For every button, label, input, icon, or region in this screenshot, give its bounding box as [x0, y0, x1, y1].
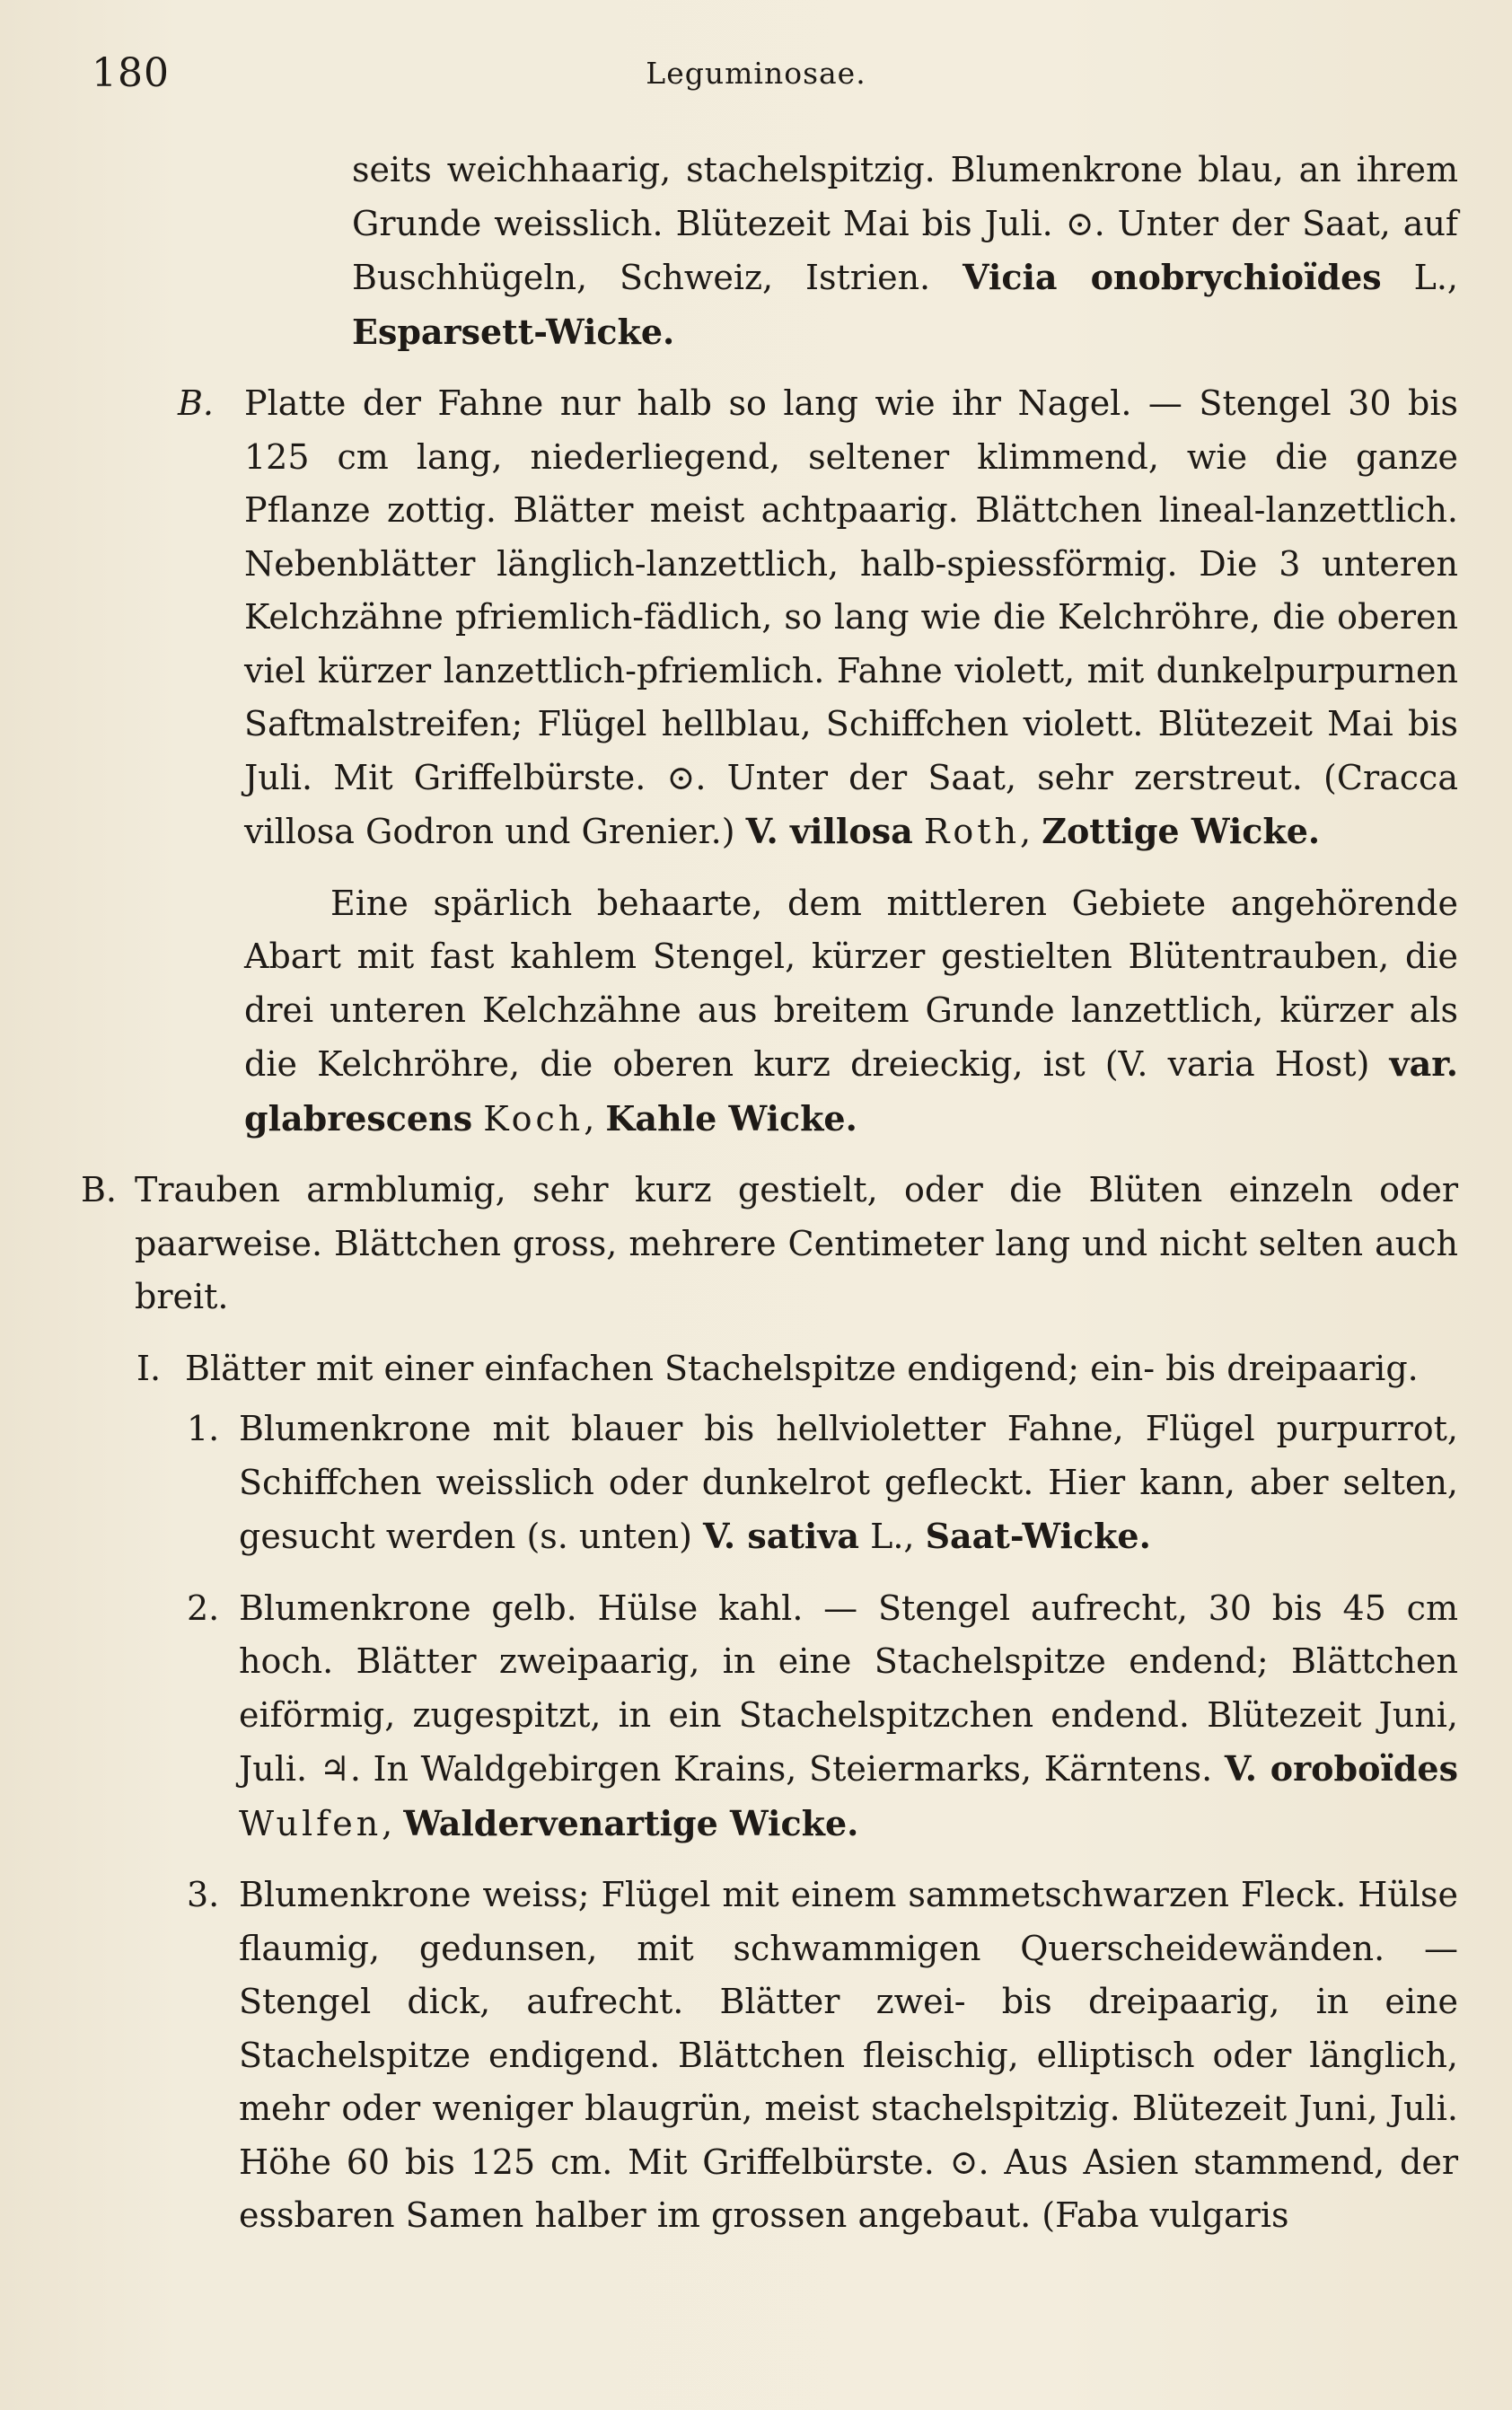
author-name: Koch: [483, 1098, 585, 1139]
common-name: Saat-Wicke.: [925, 1516, 1151, 1556]
common-name: Esparsett-Wicke.: [352, 311, 675, 352]
species-name: Vicia onobrychioïdes: [963, 257, 1382, 297]
page-body: [0, 144, 1512, 2243]
species-name: V. sativa: [703, 1516, 860, 1556]
common-name: Kahle Wicke.: [605, 1097, 857, 1139]
author-name: Roth: [923, 812, 1021, 851]
key-label: 3.: [187, 1875, 220, 1914]
key-label: B.: [81, 1170, 118, 1209]
species-name: V. villosa: [745, 811, 913, 851]
common-name: Waldervenartige Wicke.: [403, 1802, 859, 1843]
paragraph-villosa: B. Platte der Fahne nur halb so lang wie ihr Nagel. — Stengel 30 bis 125 cm lang, niederliegend, seltener klimmend, wie die ganze Pflanze zottig. Blätter meist achtpaarig. Blättchen lineal-lanzettlich. Nebenblätter länglich-lanzettlich, halb-spiessförmig. Die 3 unteren Kelchzähne pfriemlich-fädlich, so lang wie die Kelchröhre, die oberen viel kürzer lanzettlich-pfriemlich. Fahne violett, mit dunkelpurpurnen Saftmalstreifen; Flügel hellblau, Schiffchen violett. Blütezeit Mai bis Juli. Mit Griffelbürste. ⊙. Unter der Saat, sehr zerstreut. (Cracca villosa Godron und Grenier.) V. villosa Roth, Zottige Wicke.: [244, 377, 1458, 859]
common-name: Zottige Wicke.: [1042, 811, 1321, 851]
running-header: [86, 50, 1426, 104]
page-number: 180: [92, 50, 170, 96]
paragraph-faba: 3. Blumenkrone weiss; Flügel mit einem sammetschwarzen Fleck. Hülse flaumig, gedunsen, mit schwammigen Querscheidewänden. — Stengel dick, aufrecht. Blätter zwei- bis dreipaarig, in eine Stachelspitze endigend. Blättchen fleischig, elliptisch oder länglich, mehr oder weniger blaugrün, meist stachelspitzig. Blütezeit Juni, Juli. Höhe 60 bis 125 cm. Mit Griffelbürste. ⊙. Aus Asien stammend, der essbaren Samen halber im grossen angebaut. (Faba vulgaris: [239, 1869, 1458, 2243]
variety-name: var. glabrescens: [244, 1043, 1458, 1139]
species-name: V. oroboïdes: [1224, 1748, 1458, 1789]
key-label: I.: [136, 1348, 162, 1388]
paragraph-key-b: B. Trauben armblumig, sehr kurz gestielt, oder die Blüten einzeln oder paarweise. Blättchen gross, mehrere Centimeter lang und nicht selten auch breit.: [135, 1164, 1458, 1324]
paragraph-onobrychioides: seits weichhaarig, stachelspitzig. Blumenkrone blau, an ihrem Grunde weisslich. Blütezeit Mai bis Juli. ⊙. Unter der Saat, auf Buschhügeln, Schweiz, Istrien. Vicia onobrychioïdes L., Esparsett-Wicke.: [352, 150, 1458, 352]
paragraph-key-i: I. Blätter mit einer einfachen Stachelspitze endigend; ein- bis dreipaarig.: [185, 1342, 1458, 1396]
key-label: 1.: [187, 1409, 220, 1448]
key-label: 2.: [187, 1588, 220, 1628]
author-name: Wulfen: [239, 1803, 382, 1843]
paragraph-oroboides: 2. Blumenkrone gelb. Hülse kahl. — Stengel aufrecht, 30 bis 45 cm hoch. Blätter zweipaarig, in eine Stachelspitze endend; Blättchen eiförmig, zugespitzt, in ein Stachelspitzchen endend. Blütezeit Juni, Juli. ♃. In Waldgebirgen Krains, Steiermarks, Kärntens. V. oroboïdes Wulfen, Waldervenartige Wicke.: [239, 1582, 1458, 1851]
paragraph-sativa: 1. Blumenkrone mit blauer bis hellvioletter Fahne, Flügel purpurrot, Schiffchen weisslich oder dunkelrot gefleckt. Hier kann, aber selten, gesucht werden (s. unten) V. sativa L., Saat-Wicke.: [239, 1403, 1458, 1564]
paragraph-glabrescens: Eine spärlich behaarte, dem mittleren Gebiete angehörende Abart mit fast kahlem Stengel, kürzer gestielten Blütentrauben, die drei unteren Kelchzähne aus breitem Grunde lanzettlich, kürzer als die Kelchröhre, die oberen kurz dreieckig, ist (V. varia Host) var. glabrescens Koch, Kahle Wicke.: [244, 883, 1458, 1139]
key-label: B.: [178, 383, 215, 423]
running-title: Leguminosae.: [646, 56, 866, 91]
